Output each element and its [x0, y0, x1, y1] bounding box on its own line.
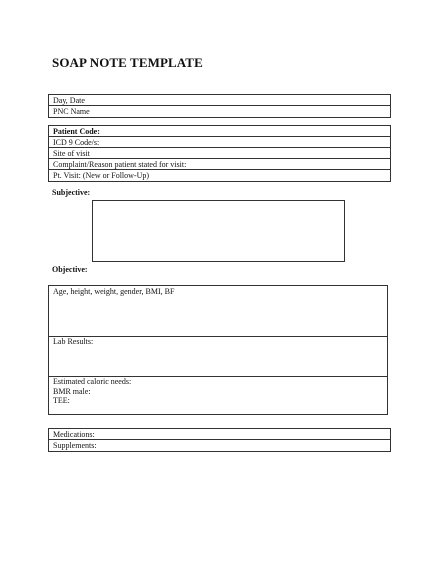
lab-results-label: Lab Results: — [53, 337, 94, 346]
patient-table — [48, 125, 391, 182]
vitals-label: Age, height, weight, gender, BMI, BF — [53, 287, 175, 296]
tee-label: TEE: — [53, 396, 70, 405]
bmr-male-label: BMR male: — [53, 386, 91, 396]
site-of-visit-field[interactable]: Site of visit — [49, 148, 390, 159]
day-date-field[interactable]: Day, Date — [49, 95, 390, 106]
page-title: SOAP NOTE TEMPLATE — [52, 55, 203, 70]
pnc-name-field[interactable]: PNC Name — [53, 107, 90, 116]
subjective-label: Subjective: — [52, 188, 91, 197]
caloric-needs-field[interactable] — [49, 376, 387, 414]
lab-results-field[interactable] — [49, 336, 387, 376]
medications-table — [48, 428, 391, 452]
pt-visit-field[interactable]: Pt. Visit: (New or Follow-Up) — [53, 171, 150, 180]
objective-label: Objective: — [52, 265, 88, 274]
icd-code-field[interactable]: ICD 9 Code/s: — [49, 137, 390, 148]
subjective-textarea[interactable] — [92, 200, 345, 262]
supplements-field[interactable]: Supplements: — [53, 441, 97, 450]
objective-table — [48, 285, 388, 415]
vitals-field[interactable] — [49, 286, 387, 336]
complaint-reason-field[interactable]: Complaint/Reason patient stated for visit: — [49, 159, 390, 170]
medications-field[interactable]: Medications: — [49, 429, 390, 440]
caloric-needs-label: Estimated caloric needs: — [53, 377, 132, 386]
header-table — [48, 94, 391, 118]
patient-code-field[interactable]: Patient Code: — [49, 126, 390, 137]
